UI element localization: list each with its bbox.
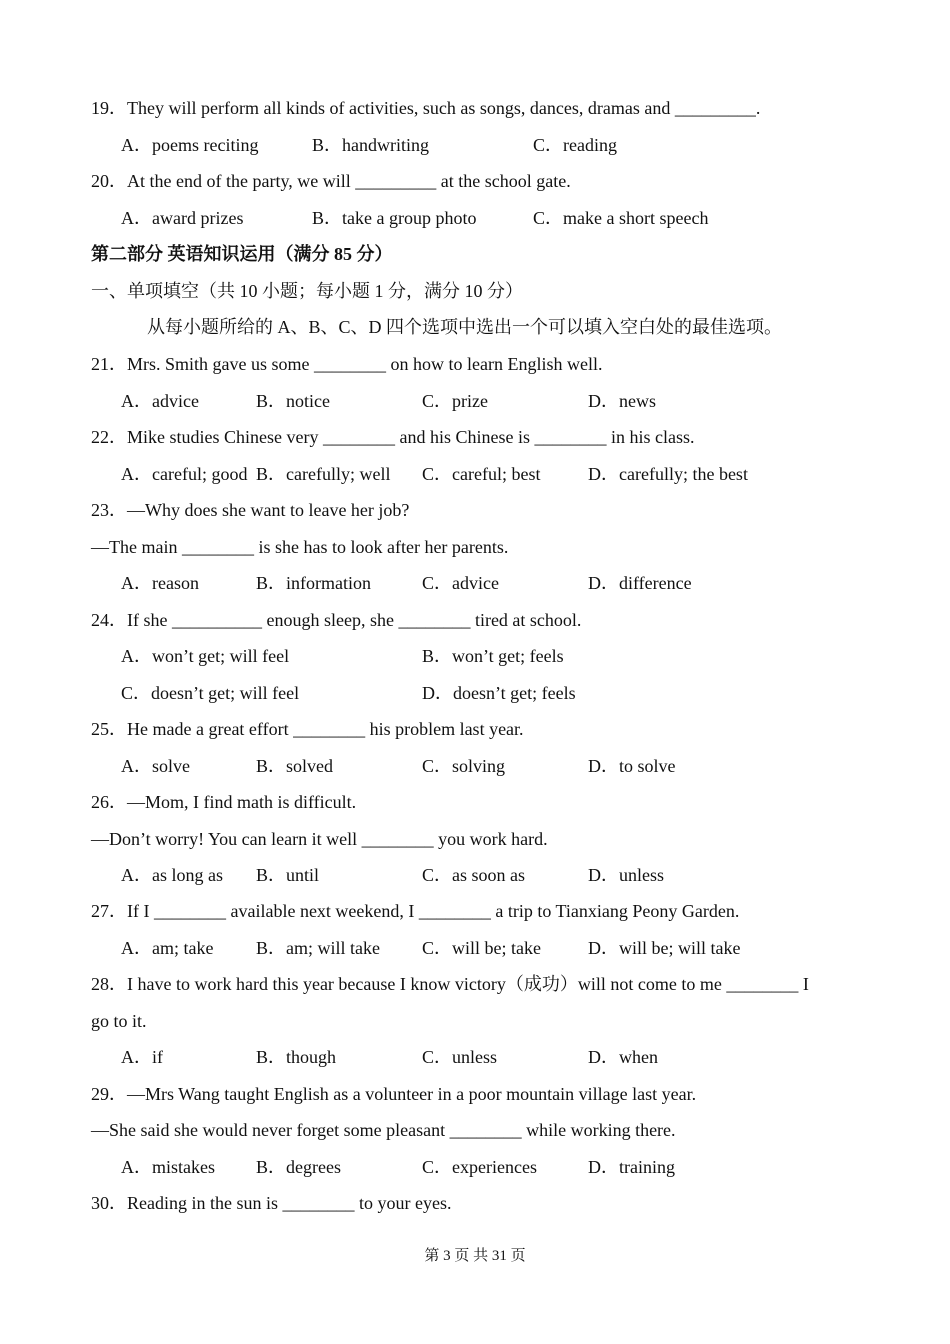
question-20-stem: 20．At the end of the party, we will _________ at the school gate. bbox=[91, 171, 571, 191]
question-28-stem: 28．I have to work hard this year because I know victory（成功）will not come to me ________ I bbox=[91, 974, 809, 994]
option-d: D．news bbox=[588, 391, 656, 411]
option-a: A．advice bbox=[121, 391, 199, 411]
option-b: B．information bbox=[256, 573, 371, 593]
option-b: B．take a group photo bbox=[312, 208, 477, 228]
page-footer: 第 3 页 共 31 页 bbox=[424, 1248, 526, 1264]
option-b: B．handwriting bbox=[312, 135, 429, 155]
option-c: C．will be; take bbox=[422, 938, 541, 958]
option-a: A．solve bbox=[121, 756, 190, 776]
question-27-stem: 27．If I ________ available next weekend, I ________ a trip to Tianxiang Peony Garden. bbox=[91, 901, 740, 921]
section-2-title: 第二部分 英语知识运用（满分 85 分） bbox=[91, 244, 393, 264]
option-a: A．won’t get; will feel bbox=[121, 646, 290, 666]
option-a: A．award prizes bbox=[121, 208, 244, 228]
question-21-stem: 21．Mrs. Smith gave us some ________ on how to learn English well. bbox=[91, 354, 603, 374]
option-d: D．unless bbox=[588, 865, 664, 885]
option-d: D．training bbox=[588, 1157, 675, 1177]
option-d: D．difference bbox=[588, 573, 692, 593]
option-b: B．solved bbox=[256, 756, 334, 776]
option-a: A．as long as bbox=[121, 865, 223, 885]
question-23-stem: 23．—Why does she want to leave her job? bbox=[91, 500, 410, 520]
option-d: D．will be; will take bbox=[588, 938, 741, 958]
part-1-title: 一、单项填空（共 10 小题；每小题 1 分，满分 10 分） bbox=[91, 281, 523, 301]
option-b: B．carefully; well bbox=[256, 464, 391, 484]
question-29-stem: 29．—Mrs Wang taught English as a volunteer in a poor mountain village last year. bbox=[91, 1084, 697, 1104]
option-d: D．when bbox=[588, 1047, 658, 1067]
option-c: C．unless bbox=[422, 1047, 498, 1067]
option-d: D．carefully; the best bbox=[588, 464, 748, 484]
option-c: C．advice bbox=[422, 573, 499, 593]
option-b: B．won’t get; feels bbox=[422, 646, 564, 666]
question-30-stem: 30．Reading in the sun is ________ to your eyes. bbox=[91, 1193, 452, 1213]
option-a: A．reason bbox=[121, 573, 199, 593]
question-28-stem-continued: go to it. bbox=[91, 1011, 147, 1031]
question-23-stem-reply: —The main ________ is she has to look after her parents. bbox=[91, 537, 509, 557]
option-c: C．solving bbox=[422, 756, 506, 776]
option-b: B．am; will take bbox=[256, 938, 380, 958]
option-a: A．am; take bbox=[121, 938, 214, 958]
option-a: A．mistakes bbox=[121, 1157, 215, 1177]
option-c: C．make a short speech bbox=[533, 208, 709, 228]
option-b: B．degrees bbox=[256, 1157, 341, 1177]
option-b: B．until bbox=[256, 865, 320, 885]
option-c: C．as soon as bbox=[422, 865, 525, 885]
question-29-stem-reply: —She said she would never forget some pleasant ________ while working there. bbox=[91, 1120, 676, 1140]
option-d: D．doesn’t get; feels bbox=[422, 683, 576, 703]
option-a: A．careful; good bbox=[121, 464, 248, 484]
option-b: B．notice bbox=[256, 391, 330, 411]
question-26-stem: 26．—Mom, I find math is difficult. bbox=[91, 792, 357, 812]
option-a: A．poems reciting bbox=[121, 135, 259, 155]
option-c: C．careful; best bbox=[422, 464, 541, 484]
option-d: D．to solve bbox=[588, 756, 676, 776]
question-25-stem: 25．He made a great effort ________ his problem last year. bbox=[91, 719, 524, 739]
option-c: C．experiences bbox=[422, 1157, 537, 1177]
part-1-instruction: 从每小题所给的 A、B、C、D 四个选项中选出一个可以填入空白处的最佳选项。 bbox=[147, 317, 783, 337]
option-c: C．prize bbox=[422, 391, 488, 411]
question-24-stem: 24．If she __________ enough sleep, she ________ tired at school. bbox=[91, 610, 582, 630]
option-c: C．reading bbox=[533, 135, 617, 155]
question-22-stem: 22．Mike studies Chinese very ________ and his Chinese is ________ in his class. bbox=[91, 427, 695, 447]
question-26-stem-reply: —Don’t worry! You can learn it well ________ you work hard. bbox=[91, 829, 548, 849]
option-c: C．doesn’t get; will feel bbox=[121, 683, 300, 703]
option-a: A．if bbox=[121, 1047, 163, 1067]
question-19-stem: 19．They will perform all kinds of activities, such as songs, dances, dramas and _________. bbox=[91, 98, 761, 118]
option-b: B．though bbox=[256, 1047, 337, 1067]
